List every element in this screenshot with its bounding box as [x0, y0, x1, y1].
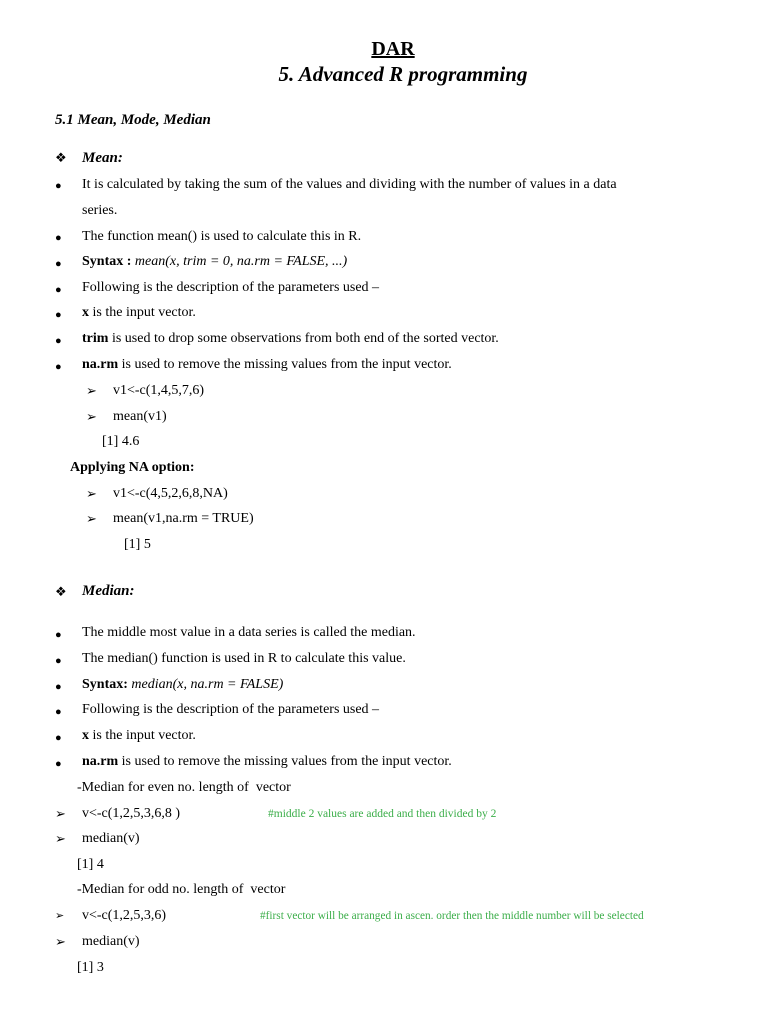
- param-desc: is the input vector.: [92, 728, 196, 743]
- median-param-x: [82, 727, 196, 745]
- bullet-icon: ●: [55, 361, 62, 373]
- bullet-icon: ●: [55, 284, 62, 296]
- arrow-bullet-icon: ➢: [55, 831, 66, 846]
- syntax-label: Syntax:: [82, 677, 128, 692]
- mean-bullet-4: Following is the description of the parameters used –: [82, 280, 380, 295]
- median-output-2: [1] 3: [77, 960, 104, 975]
- diamond-bullet-icon: ❖: [55, 584, 67, 599]
- median-output-1: [1] 4: [77, 857, 104, 872]
- mean-bullet-1-line-1: It is calculated by taking the sum of the values and dividing with the number of values in a data: [82, 177, 617, 192]
- median-param-narm: [82, 753, 452, 771]
- param-term: x: [82, 305, 89, 320]
- median-comment-1: #middle 2 values are added and then divided by 2: [268, 808, 497, 820]
- bullet-icon: ●: [55, 629, 62, 641]
- syntax-label: Syntax :: [82, 254, 132, 269]
- param-term: trim: [82, 331, 109, 346]
- param-term: x: [82, 728, 89, 743]
- mean-code-2: mean(v1): [113, 409, 167, 424]
- bullet-icon: ●: [55, 335, 62, 347]
- bullet-icon: ●: [55, 180, 62, 192]
- arrow-bullet-icon: ➢: [86, 486, 97, 501]
- bullet-icon: ●: [55, 706, 62, 718]
- param-desc: is used to remove the missing values from the input vector.: [121, 357, 452, 372]
- median-code-4: median(v): [82, 934, 140, 949]
- median-code-3: v<-c(1,2,5,3,6): [82, 908, 167, 923]
- mean-output-2: [1] 5: [124, 537, 151, 552]
- mean-param-narm: [82, 356, 452, 374]
- bullet-icon: ●: [55, 655, 62, 667]
- param-term: na.rm: [82, 754, 119, 769]
- arrow-bullet-icon: ➢: [86, 383, 97, 398]
- mean-heading: Mean:: [82, 150, 123, 166]
- bullet-icon: ●: [55, 758, 62, 770]
- arrow-bullet-icon: ➢: [86, 511, 97, 526]
- bullet-icon: ●: [55, 232, 62, 244]
- median-even-label: -Median for even no. length of vector: [77, 780, 291, 795]
- median-heading: Median:: [82, 583, 135, 599]
- median-code-1: v<-c(1,2,5,3,6,8 ): [82, 806, 181, 821]
- param-desc: is used to drop some observations from both end of the sorted vector.: [111, 331, 499, 346]
- arrow-bullet-icon: ➢: [55, 806, 66, 821]
- syntax-text: mean(x, trim = 0, na.rm = FALSE, ...): [134, 254, 348, 269]
- mean-output-1: [1] 4.6: [102, 434, 140, 449]
- na-option-heading: Applying NA option:: [70, 460, 195, 475]
- arrow-bullet-icon: ➢: [55, 910, 65, 922]
- mean-code-3: v1<-c(4,5,2,6,8,NA): [113, 486, 228, 501]
- bullet-icon: ●: [55, 732, 62, 744]
- mean-code-4: mean(v1,na.rm = TRUE): [113, 511, 254, 526]
- mean-param-trim: [82, 330, 499, 348]
- median-bullet-4: Following is the description of the parameters used –: [82, 702, 380, 717]
- mean-bullet-2: The function mean() is used to calculate this in R.: [82, 229, 362, 244]
- mean-code-1: v1<-c(1,4,5,7,6): [113, 383, 205, 398]
- param-desc: is used to remove the missing values from the input vector.: [121, 754, 452, 769]
- median-bullet-1: The middle most value in a data series is called the median.: [82, 625, 416, 640]
- syntax-text: median(x, na.rm = FALSE): [131, 677, 284, 692]
- param-desc: is the input vector.: [92, 305, 196, 320]
- mean-param-x: [82, 304, 196, 322]
- bullet-icon: ●: [55, 258, 62, 270]
- median-comment-2: #first vector will be arranged in ascen. order then the middle number will be selected: [260, 910, 644, 922]
- bullet-icon: ●: [55, 309, 62, 321]
- median-odd-label: -Median for odd no. length of vector: [77, 882, 286, 897]
- bullet-icon: ●: [55, 681, 62, 693]
- mean-syntax-line: [82, 253, 347, 271]
- median-code-2: median(v): [82, 831, 140, 846]
- arrow-bullet-icon: ➢: [55, 934, 66, 949]
- section-heading: 5.1 Mean, Mode, Median: [55, 112, 211, 128]
- mean-bullet-1-line-2: series.: [82, 203, 118, 218]
- diamond-bullet-icon: ❖: [55, 150, 67, 165]
- page-subtitle: 5. Advanced R programming: [278, 62, 528, 86]
- page-title: DAR: [371, 38, 415, 60]
- median-bullet-2: The median() function is used in R to calculate this value.: [82, 651, 406, 666]
- arrow-bullet-icon: ➢: [86, 409, 97, 424]
- median-syntax-line: [82, 676, 283, 694]
- param-term: na.rm: [82, 357, 119, 372]
